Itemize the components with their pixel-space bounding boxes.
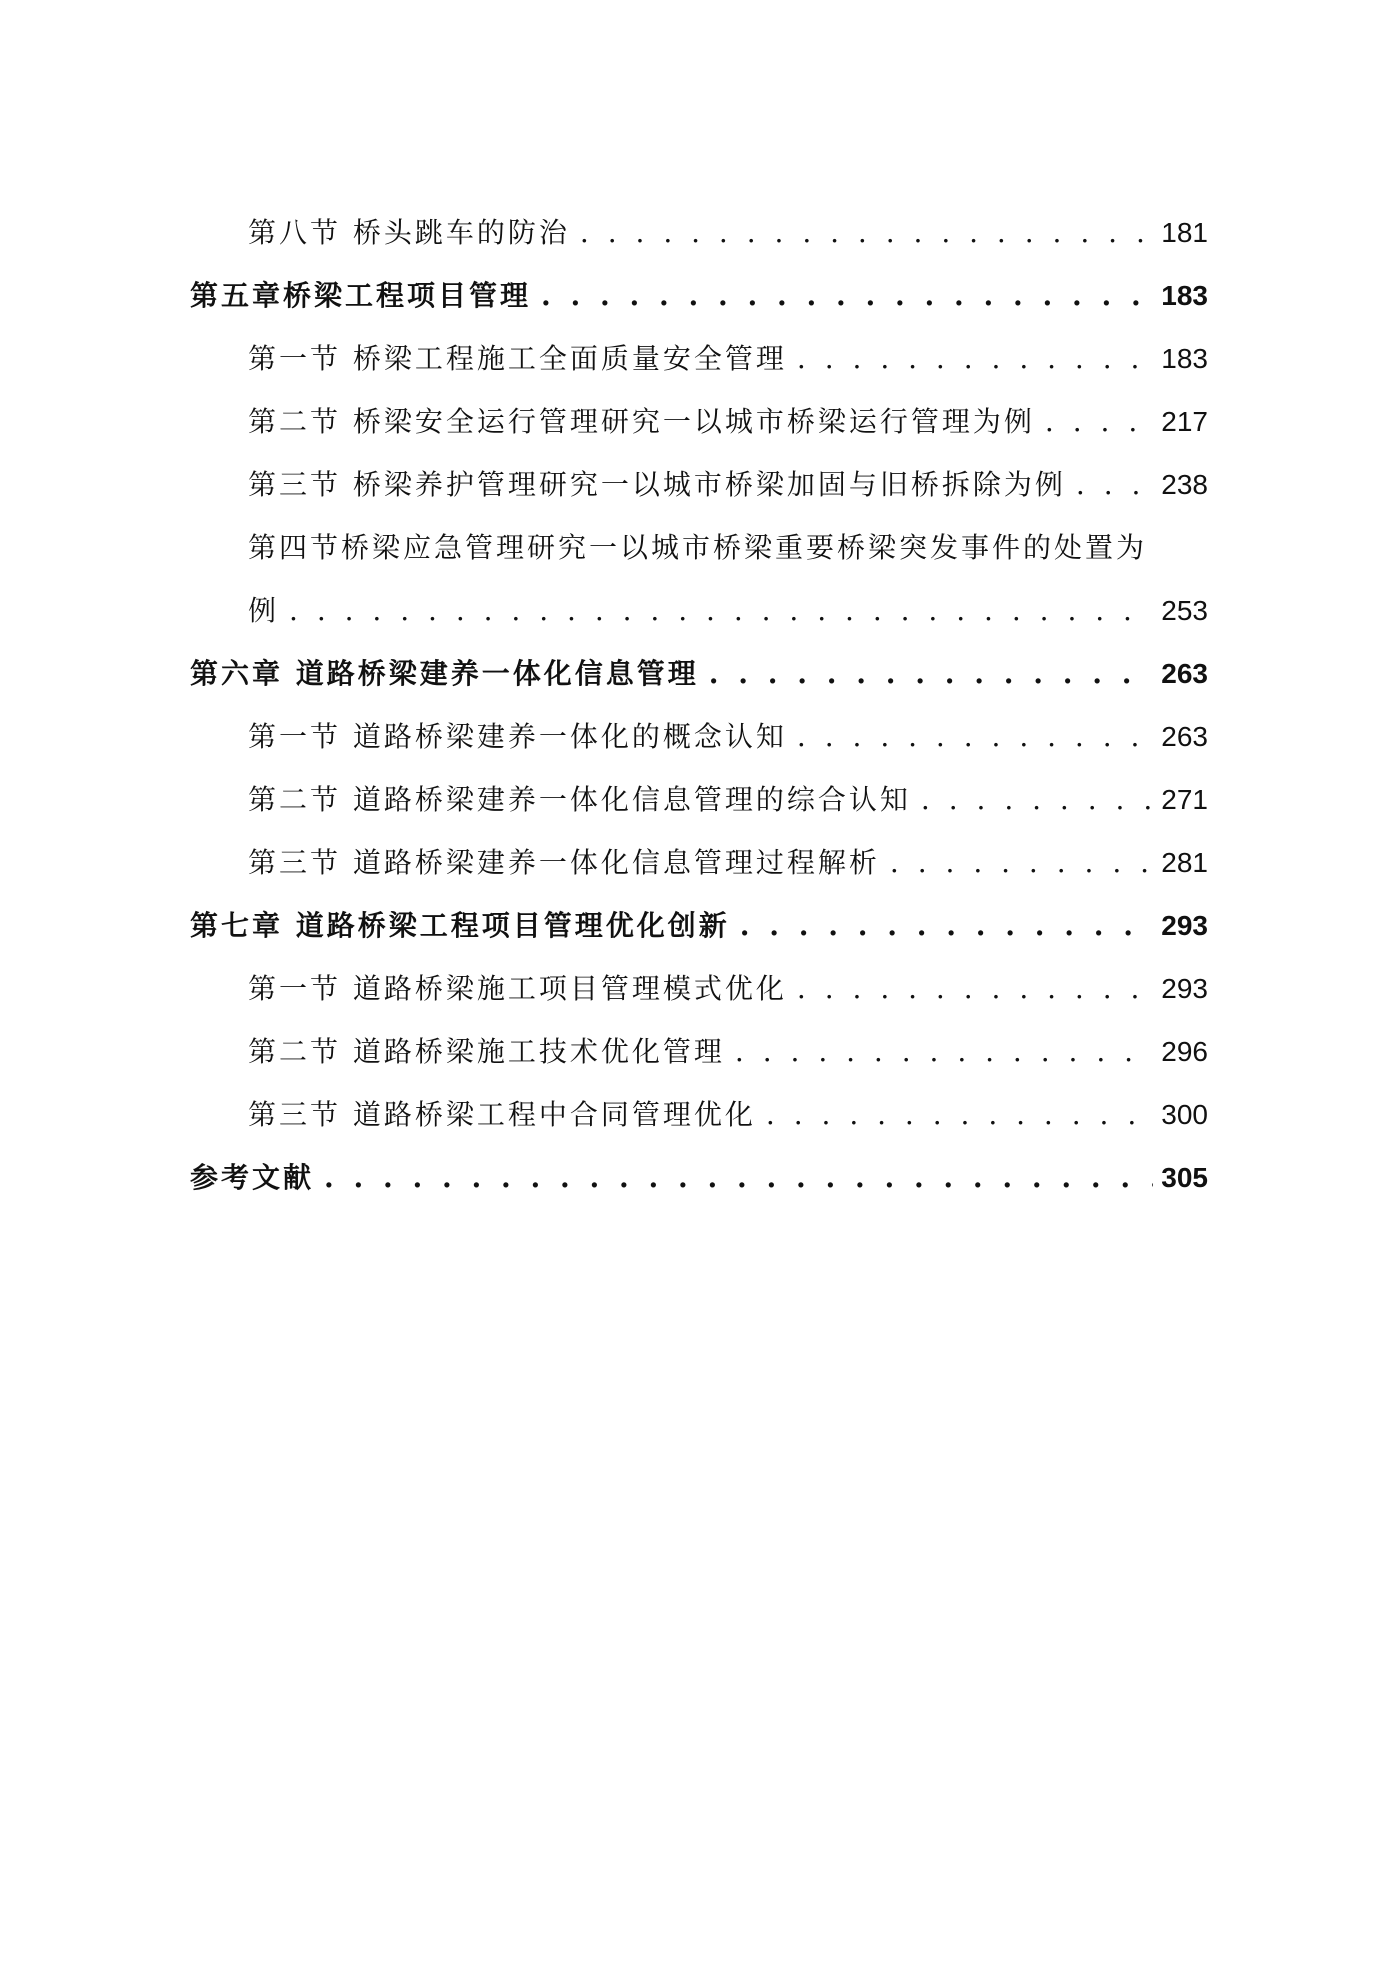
toc-entry[interactable]	[190, 1072, 1208, 1135]
toc-entry[interactable]	[190, 757, 1208, 820]
dot-leader	[709, 654, 1154, 694]
toc-entry[interactable]	[190, 694, 1208, 757]
page-number: 238	[1161, 469, 1208, 500]
dot-leader	[797, 717, 1153, 757]
entry-title: 道路桥梁施工项目管理模式优化	[352, 972, 787, 1005]
page-number: 183	[1161, 280, 1208, 311]
dot-leader	[1045, 402, 1153, 442]
entry-title: 参考文献	[190, 1161, 315, 1194]
dot-leader	[766, 1095, 1153, 1135]
dot-leader	[797, 339, 1153, 379]
entry-title: 桥梁工程施工全面质量安全管理	[352, 342, 787, 375]
toc-entry[interactable]	[190, 946, 1208, 1009]
toc-entry[interactable]	[190, 379, 1208, 442]
dot-leader	[797, 969, 1153, 1009]
page-number: 253	[1161, 595, 1208, 626]
entry-title: 第六章 道路桥梁建养一体化信息管理	[190, 657, 699, 690]
entry-title: 桥梁应急管理研究一以城市桥梁重要桥梁突发事件的处置为	[341, 531, 1148, 564]
section-number: 第一节	[248, 720, 353, 753]
toc-references-entry[interactable]	[190, 1135, 1208, 1198]
page-number: 296	[1161, 1036, 1208, 1067]
entry-title: 道路桥梁施工技术优化管理	[352, 1035, 725, 1068]
section-number: 第二节	[248, 783, 353, 816]
page-number: 217	[1161, 406, 1208, 437]
toc-chapter-entry[interactable]	[190, 631, 1208, 694]
toc-chapter-entry[interactable]	[190, 253, 1208, 316]
dot-leader	[921, 780, 1153, 820]
dot-leader	[740, 906, 1154, 946]
page-number: 300	[1161, 1099, 1208, 1130]
section-number: 第八节	[248, 216, 353, 249]
page-number: 293	[1161, 973, 1208, 1004]
toc-chapter-entry[interactable]	[190, 883, 1208, 946]
toc-entry[interactable]	[190, 442, 1208, 505]
entry-title: 道路桥梁建养一体化信息管理的综合认知	[352, 783, 911, 816]
section-number: 第四节	[248, 531, 342, 564]
entry-first-line	[248, 505, 1208, 568]
dot-leader	[580, 213, 1153, 253]
table-of-contents	[190, 190, 1208, 1198]
dot-leader	[735, 1032, 1153, 1072]
section-number: 第三节	[248, 846, 353, 879]
page-number: 305	[1161, 1162, 1208, 1193]
toc-entry[interactable]	[190, 820, 1208, 883]
entry-title: 桥头跳车的防治	[352, 216, 570, 249]
entry-title: 桥梁安全运行管理研究一以城市桥梁运行管理为例	[352, 405, 1035, 438]
page-number: 293	[1161, 910, 1208, 941]
page-number: 271	[1161, 784, 1208, 815]
toc-entry[interactable]	[190, 1009, 1208, 1072]
toc-entry[interactable]	[190, 316, 1208, 379]
entry-title: 第五章桥梁工程项目管理	[190, 279, 532, 312]
entry-title: 第七章 道路桥梁工程项目管理优化创新	[190, 909, 730, 942]
toc-entry[interactable]	[190, 190, 1208, 253]
entry-title: 桥梁养护管理研究一以城市桥梁加固与旧桥拆除为例	[352, 468, 1066, 501]
page-number: 181	[1161, 217, 1208, 248]
dot-leader	[324, 1158, 1153, 1198]
page-number: 263	[1161, 721, 1208, 752]
page-number: 183	[1161, 343, 1208, 374]
entry-title: 道路桥梁工程中合同管理优化	[352, 1098, 756, 1131]
entry-second-line	[248, 568, 1208, 631]
dot-leader	[541, 276, 1153, 316]
toc-entry-wrapped[interactable]	[190, 505, 1208, 631]
section-number: 第三节	[248, 468, 353, 501]
entry-title: 道路桥梁建养一体化的概念认知	[352, 720, 787, 753]
entry-title-continued: 例	[248, 594, 280, 627]
dot-leader	[890, 843, 1153, 883]
page-number: 281	[1161, 847, 1208, 878]
page-number: 263	[1161, 658, 1208, 689]
dot-leader	[289, 591, 1153, 631]
section-number: 第三节	[248, 1098, 353, 1131]
section-number: 第二节	[248, 1035, 353, 1068]
entry-title: 道路桥梁建养一体化信息管理过程解析	[352, 846, 880, 879]
dot-leader	[1076, 465, 1153, 505]
section-number: 第二节	[248, 405, 353, 438]
section-number: 第一节	[248, 972, 353, 1005]
section-number: 第一节	[248, 342, 353, 375]
